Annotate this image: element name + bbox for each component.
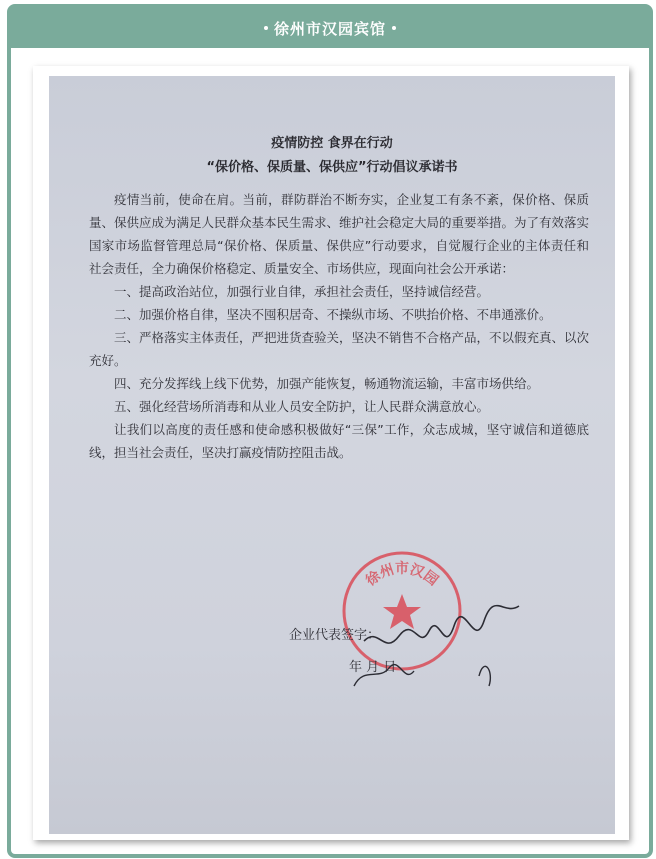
document-title-line1: 疫情防控 食界在行动 (271, 136, 393, 151)
paragraph-item-1: 一、提高政治站位，加强行业自律，承担社会责任，坚持诚信经营。 (114, 284, 490, 299)
article-card (7, 4, 653, 858)
handwritten-signature-icon (344, 596, 544, 696)
document-title-line2: “保价格、保质量、保供应”行动倡议承诺书 (206, 160, 458, 175)
paragraph-item-4: 四、充分发挥线上线下优势，加强产能恢复，畅通物流运输，丰富市场供给。 (114, 376, 540, 391)
paragraph-item-2: 二、加强价格自律，坚决不囤积居奇、不操纵市场、不哄抬价格、不串通涨价。 (114, 307, 552, 322)
paragraph-intro: 疫情当前，使命在肩。当前，群防群治不断夯实，企业复工有条不紊，保价格、保质量、保供应成为满足人民群众基本民生需求、维护社会稳定大局的重要举措。为了有效落实国家市场监督管理总局“保价格、保质量、保供应”行动要求，自觉履行企业的主体责任和社会责任，全力确保价格稳定、质量安全、市场供应，现面向社会公开承诺： (89, 192, 590, 276)
paragraph-item-3: 三、严格落实主体责任，严把进货查验关，坚决不销售不合格产品，不以假充真、以次充好。 (89, 330, 590, 368)
dot-right-icon (392, 26, 396, 30)
paragraph-item-5: 五、强化经营场所消毒和从业人员安全防护，让人民群众满意放心。 (114, 399, 490, 414)
paragraph-closing: 让我们以高度的责任感和使命感积极做好“三保”工作，众志成城，坚守诚信和道德底线，担当社会责任，坚决打赢疫情防控阻击战。 (89, 422, 589, 460)
signature-label: 企业代表签字： (289, 628, 381, 643)
document-photo (33, 66, 629, 840)
svg-text:徐州市汉园: 徐州市汉园 (363, 561, 441, 590)
document-body (89, 188, 589, 464)
signature-date: 年 月 日 (349, 660, 397, 675)
dot-left-icon (264, 26, 268, 30)
document-paper (49, 76, 615, 834)
header-title: 徐州市汉园宾馆 (273, 19, 386, 38)
header-bar (11, 8, 649, 48)
